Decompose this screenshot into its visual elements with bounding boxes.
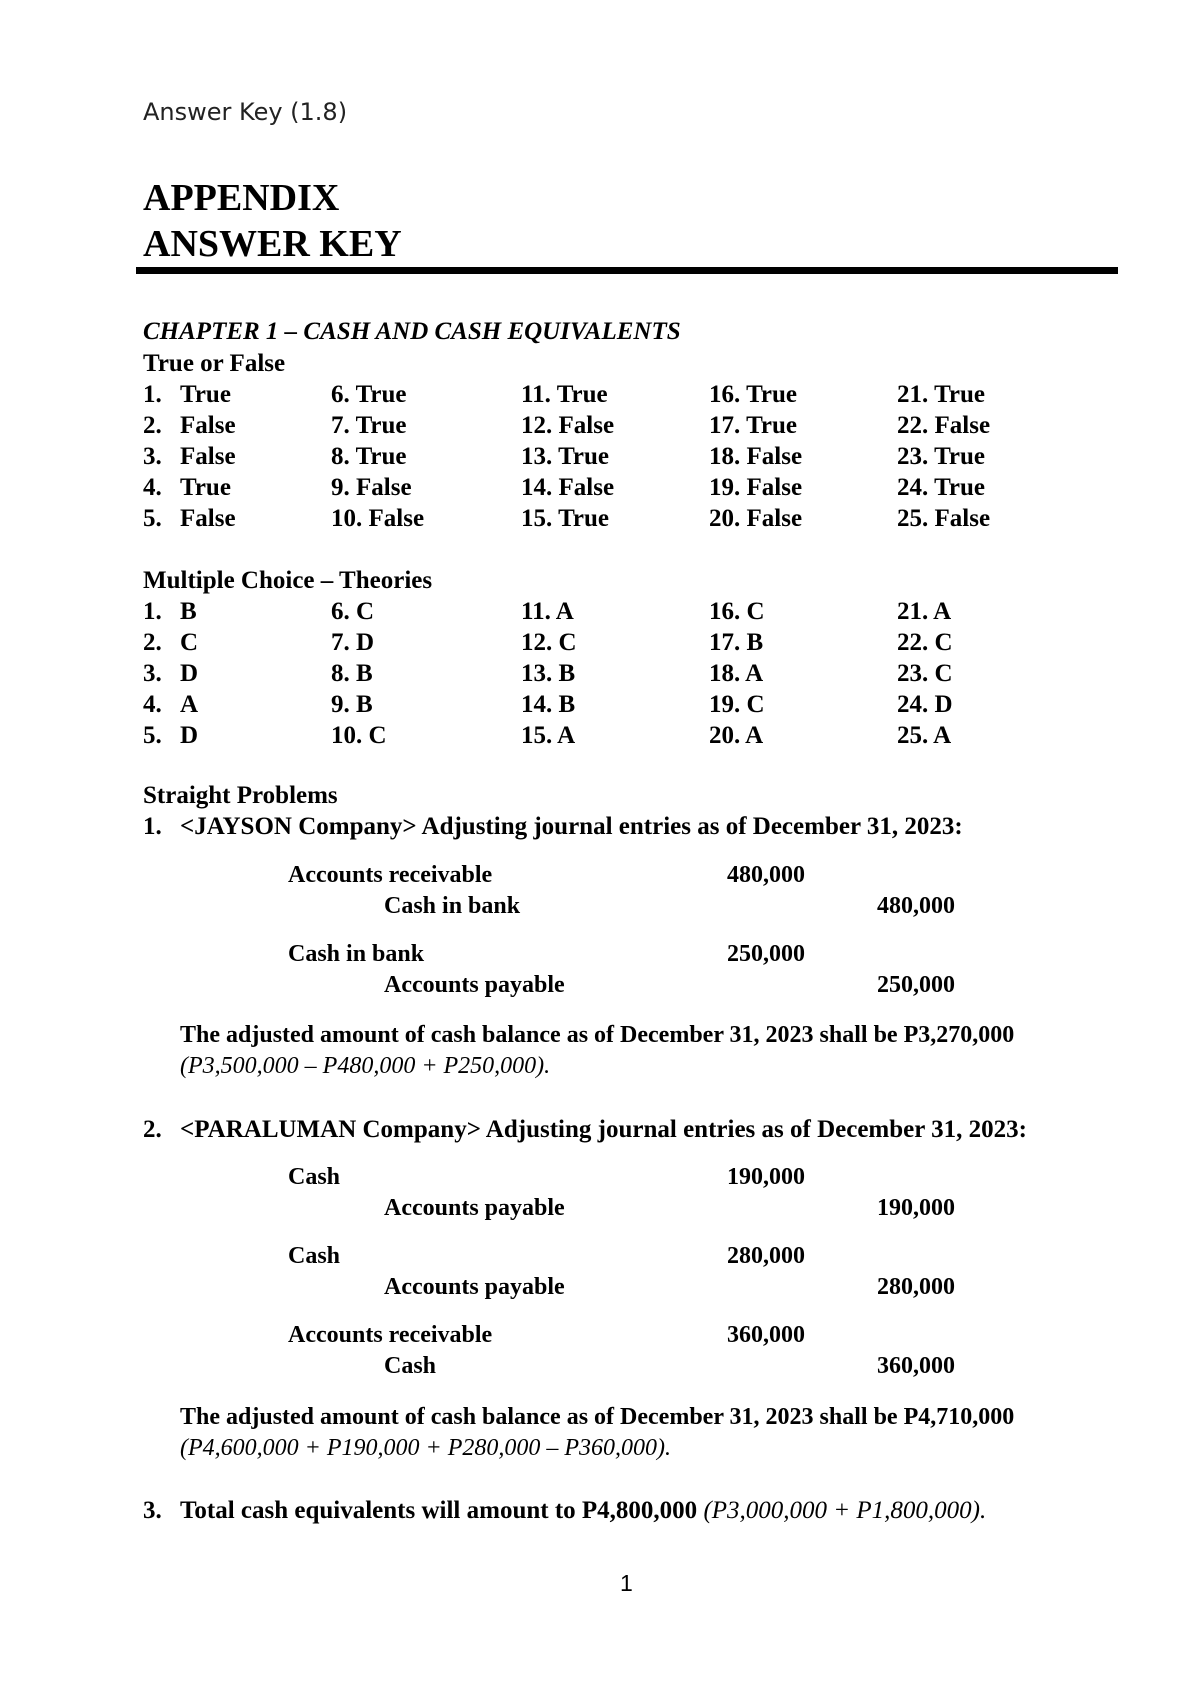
- multiple-choice-item-number: 7.: [331, 629, 350, 656]
- p1-entry2-debit-account: Cash in bank: [288, 941, 425, 967]
- multiple-choice-item-number: 11.: [521, 598, 551, 625]
- true-false-item: [521, 443, 609, 471]
- multiple-choice-item-answer: B: [746, 629, 764, 656]
- multiple-choice-item-answer: C: [746, 691, 765, 718]
- p1-entry1-credit-account: Cash in bank: [384, 893, 521, 919]
- multiple-choice-item-answer: A: [745, 722, 764, 749]
- true-false-item-answer: True: [746, 412, 797, 439]
- true-false-item: [143, 474, 231, 502]
- true-false-item-answer: True: [355, 412, 407, 439]
- multiple-choice-item-number: 6.: [331, 598, 350, 625]
- multiple-choice-item-number: 22.: [897, 629, 929, 656]
- true-false-item-number: 21.: [897, 381, 929, 408]
- true-false-item: [331, 443, 406, 471]
- true-false-item: [897, 505, 990, 533]
- multiple-choice-item: [331, 598, 374, 626]
- true-false-item-answer: True: [934, 443, 985, 470]
- true-false-item-number: 19.: [709, 474, 741, 501]
- true-false-item-answer: False: [746, 443, 803, 470]
- multiple-choice-item: [143, 598, 197, 626]
- p1-entry2-credit-account: Accounts payable: [384, 972, 565, 998]
- true-false-item-answer: True: [355, 443, 407, 470]
- multiple-choice-item-number: 1.: [143, 598, 162, 625]
- multiple-choice-item-number: 8.: [331, 660, 350, 687]
- multiple-choice-item: [897, 722, 951, 750]
- multiple-choice-item-number: 17.: [709, 629, 741, 656]
- multiple-choice-item-answer: B: [180, 598, 197, 625]
- multiple-choice-item-number: 13.: [521, 660, 553, 687]
- true-false-item-answer: True: [934, 381, 985, 408]
- multiple-choice-item: [521, 722, 575, 750]
- true-false-item: [897, 443, 985, 471]
- straight-problems-heading: Straight Problems: [143, 782, 338, 809]
- true-false-item-number: 14.: [521, 474, 553, 501]
- true-false-item-answer: False: [180, 443, 236, 470]
- multiple-choice-item-answer: A: [557, 722, 576, 749]
- p1-entry1-debit-amount: 480,000: [727, 862, 805, 888]
- true-false-item-answer: False: [356, 474, 412, 501]
- multiple-choice-item-number: 12.: [521, 629, 553, 656]
- multiple-choice-item-answer: D: [180, 660, 199, 687]
- p2-entry2-credit-amount: 280,000: [877, 1274, 955, 1300]
- p2-entry2-credit-account: Accounts payable: [384, 1274, 565, 1300]
- true-false-item-number: 15.: [521, 505, 553, 532]
- multiple-choice-item-number: 19.: [709, 691, 741, 718]
- problem-3: [143, 1497, 986, 1525]
- multiple-choice-item-answer: A: [180, 691, 199, 718]
- true-false-item: [709, 443, 802, 471]
- true-false-item-number: 17.: [709, 412, 741, 439]
- p2-entry2-debit-account: Cash: [288, 1243, 341, 1269]
- p2-entry2-debit-amount: 280,000: [727, 1243, 805, 1269]
- multiple-choice-item: [897, 629, 953, 657]
- multiple-choice-item-number: 14.: [521, 691, 553, 718]
- p2-entry3-credit-account: Cash: [384, 1353, 437, 1379]
- true-false-item-answer: False: [180, 505, 236, 532]
- true-false-item: [897, 381, 985, 409]
- p2-entry1-credit-account: Accounts payable: [384, 1195, 565, 1221]
- true-false-item-number: 24.: [897, 474, 929, 501]
- true-false-item: [331, 412, 406, 440]
- multiple-choice-item-number: 3.: [143, 660, 162, 687]
- multiple-choice-item-answer: B: [558, 660, 576, 687]
- true-false-item-number: 12.: [521, 412, 553, 439]
- multiple-choice-heading: Multiple Choice – Theories: [143, 567, 433, 594]
- page-title-line-1: APPENDIX: [143, 177, 340, 219]
- true-false-item-number: 1.: [143, 381, 162, 408]
- multiple-choice-item-number: 9.: [331, 691, 350, 718]
- true-false-item-number: 11.: [521, 381, 551, 408]
- multiple-choice-item: [521, 598, 574, 626]
- problem-1-number: 1.: [143, 813, 162, 840]
- true-false-item-answer: False: [558, 474, 615, 501]
- true-false-item-number: 4.: [143, 474, 162, 501]
- true-false-item-number: 8.: [331, 443, 350, 470]
- problem-3-statement: Total cash equivalents will amount to P4,800,000: [180, 1497, 698, 1524]
- multiple-choice-item-answer: B: [356, 691, 373, 718]
- multiple-choice-item: [897, 660, 953, 688]
- multiple-choice-item: [143, 629, 198, 657]
- multiple-choice-item-number: 20.: [709, 722, 741, 749]
- true-false-item-number: 5.: [143, 505, 162, 532]
- true-false-item-answer: False: [746, 505, 803, 532]
- problem-3-number: 3.: [143, 1497, 162, 1524]
- multiple-choice-item-number: 24.: [897, 691, 929, 718]
- problem-3-computation: (P3,000,000 + P1,800,000).: [703, 1497, 987, 1524]
- multiple-choice-item-number: 4.: [143, 691, 162, 718]
- multiple-choice-item-answer: A: [933, 598, 952, 625]
- true-false-item: [331, 474, 412, 502]
- p2-entry1-debit-amount: 190,000: [727, 1164, 805, 1190]
- p2-entry3-debit-amount: 360,000: [727, 1322, 805, 1348]
- multiple-choice-item-answer: A: [555, 598, 574, 625]
- multiple-choice-item-answer: A: [933, 722, 952, 749]
- true-false-item: [709, 474, 802, 502]
- true-false-item-number: 23.: [897, 443, 929, 470]
- title-rule: [136, 267, 1118, 274]
- problem-2: [143, 1116, 1027, 1144]
- page-title-line-2: ANSWER KEY: [143, 223, 402, 265]
- true-false-item-number: 7.: [331, 412, 350, 439]
- true-false-item-answer: True: [556, 381, 608, 408]
- true-false-item-answer: False: [934, 412, 991, 439]
- multiple-choice-item-number: 25.: [897, 722, 929, 749]
- multiple-choice-item-number: 23.: [897, 660, 929, 687]
- p1-entry1-credit-amount: 480,000: [877, 893, 955, 919]
- p2-entry3-credit-amount: 360,000: [877, 1353, 955, 1379]
- true-false-item-number: 3.: [143, 443, 162, 470]
- true-false-item-number: 22.: [897, 412, 929, 439]
- page-number: 1: [620, 1570, 633, 1596]
- p2-entry1-credit-amount: 190,000: [877, 1195, 955, 1221]
- multiple-choice-item-answer: D: [180, 722, 199, 749]
- true-false-item-answer: True: [558, 505, 609, 532]
- true-false-item-answer: False: [934, 505, 991, 532]
- true-false-item-number: 9.: [331, 474, 350, 501]
- true-false-item: [143, 443, 236, 471]
- chapter-heading: CHAPTER 1 – CASH AND CASH EQUIVALENTS: [143, 318, 681, 345]
- p2-conclusion: The adjusted amount of cash balance as of December 31, 2023 shall be P4,710,000: [180, 1404, 1015, 1430]
- true-false-item: [143, 505, 236, 533]
- multiple-choice-item-answer: C: [356, 598, 375, 625]
- true-false-item-number: 6.: [331, 381, 350, 408]
- multiple-choice-item: [143, 691, 198, 719]
- p1-computation: (P3,500,000 – P480,000 + P250,000).: [180, 1053, 551, 1079]
- multiple-choice-item-answer: D: [934, 691, 953, 718]
- multiple-choice-item-answer: A: [745, 660, 764, 687]
- multiple-choice-item: [521, 691, 575, 719]
- true-false-item-number: 2.: [143, 412, 162, 439]
- p2-entry3-debit-account: Accounts receivable: [288, 1322, 493, 1348]
- true-false-item: [331, 505, 424, 533]
- multiple-choice-item-answer: C: [368, 722, 387, 749]
- problem-1-statement: <JAYSON Company> Adjusting journal entries as of December 31, 2023:: [180, 813, 963, 840]
- true-false-item-answer: True: [180, 381, 231, 408]
- problem-2-statement: <PARALUMAN Company> Adjusting journal entries as of December 31, 2023:: [180, 1116, 1027, 1143]
- multiple-choice-item-answer: B: [558, 691, 576, 718]
- multiple-choice-item-number: 21.: [897, 598, 929, 625]
- multiple-choice-item-number: 2.: [143, 629, 162, 656]
- multiple-choice-item-number: 15.: [521, 722, 553, 749]
- p2-computation: (P4,600,000 + P190,000 + P280,000 – P360,000).: [180, 1435, 672, 1461]
- multiple-choice-item: [709, 660, 763, 688]
- multiple-choice-item-answer: C: [934, 629, 953, 656]
- true-false-item: [897, 474, 985, 502]
- true-false-item: [709, 505, 802, 533]
- p1-entry2-debit-amount: 250,000: [727, 941, 805, 967]
- multiple-choice-item-number: 16.: [709, 598, 741, 625]
- multiple-choice-item: [331, 660, 373, 688]
- true-false-item: [331, 381, 406, 409]
- multiple-choice-item-number: 5.: [143, 722, 162, 749]
- multiple-choice-item: [709, 691, 765, 719]
- problem-1: [143, 813, 963, 841]
- multiple-choice-item: [331, 691, 373, 719]
- true-false-item-answer: False: [558, 412, 615, 439]
- true-false-item: [521, 381, 608, 409]
- multiple-choice-item: [143, 660, 198, 688]
- true-false-item: [521, 474, 614, 502]
- multiple-choice-item: [331, 629, 374, 657]
- multiple-choice-item: [521, 629, 577, 657]
- multiple-choice-item: [143, 722, 198, 750]
- true-false-item: [521, 505, 609, 533]
- true-false-item-number: 10.: [331, 505, 363, 532]
- multiple-choice-item: [709, 629, 763, 657]
- running-header: Answer Key (1.8): [143, 98, 348, 126]
- true-false-heading: True or False: [143, 350, 286, 377]
- multiple-choice-item-answer: C: [558, 629, 577, 656]
- multiple-choice-item: [709, 598, 765, 626]
- multiple-choice-item-number: 10.: [331, 722, 363, 749]
- p2-entry1-debit-account: Cash: [288, 1164, 341, 1190]
- true-false-item: [709, 412, 797, 440]
- true-false-item-number: 18.: [709, 443, 741, 470]
- true-false-item: [143, 381, 231, 409]
- multiple-choice-item: [897, 691, 953, 719]
- multiple-choice-item: [521, 660, 575, 688]
- true-false-item-answer: True: [558, 443, 609, 470]
- problem-2-number: 2.: [143, 1116, 162, 1143]
- multiple-choice-item: [709, 722, 763, 750]
- true-false-item-answer: True: [746, 381, 797, 408]
- multiple-choice-item: [331, 722, 387, 750]
- multiple-choice-item-answer: C: [180, 629, 199, 656]
- p1-entry1-debit-account: Accounts receivable: [288, 862, 493, 888]
- multiple-choice-item: [897, 598, 951, 626]
- true-false-item: [143, 412, 236, 440]
- true-false-item-answer: False: [368, 505, 425, 532]
- true-false-item-answer: True: [934, 474, 985, 501]
- true-false-item-number: 20.: [709, 505, 741, 532]
- multiple-choice-item-answer: C: [934, 660, 953, 687]
- p1-conclusion: The adjusted amount of cash balance as of December 31, 2023 shall be P3,270,000: [180, 1022, 1015, 1048]
- p1-entry2-credit-amount: 250,000: [877, 972, 955, 998]
- multiple-choice-item-number: 18.: [709, 660, 741, 687]
- true-false-item-number: 13.: [521, 443, 553, 470]
- true-false-item-answer: True: [180, 474, 231, 501]
- true-false-item: [709, 381, 797, 409]
- multiple-choice-item-answer: B: [356, 660, 373, 687]
- true-false-item-answer: True: [355, 381, 407, 408]
- true-false-item-number: 16.: [709, 381, 741, 408]
- multiple-choice-item-answer: D: [356, 629, 375, 656]
- multiple-choice-item-answer: C: [746, 598, 765, 625]
- true-false-item-answer: False: [180, 412, 236, 439]
- true-false-item-answer: False: [746, 474, 803, 501]
- true-false-item: [521, 412, 614, 440]
- true-false-item: [897, 412, 990, 440]
- true-false-item-number: 25.: [897, 505, 929, 532]
